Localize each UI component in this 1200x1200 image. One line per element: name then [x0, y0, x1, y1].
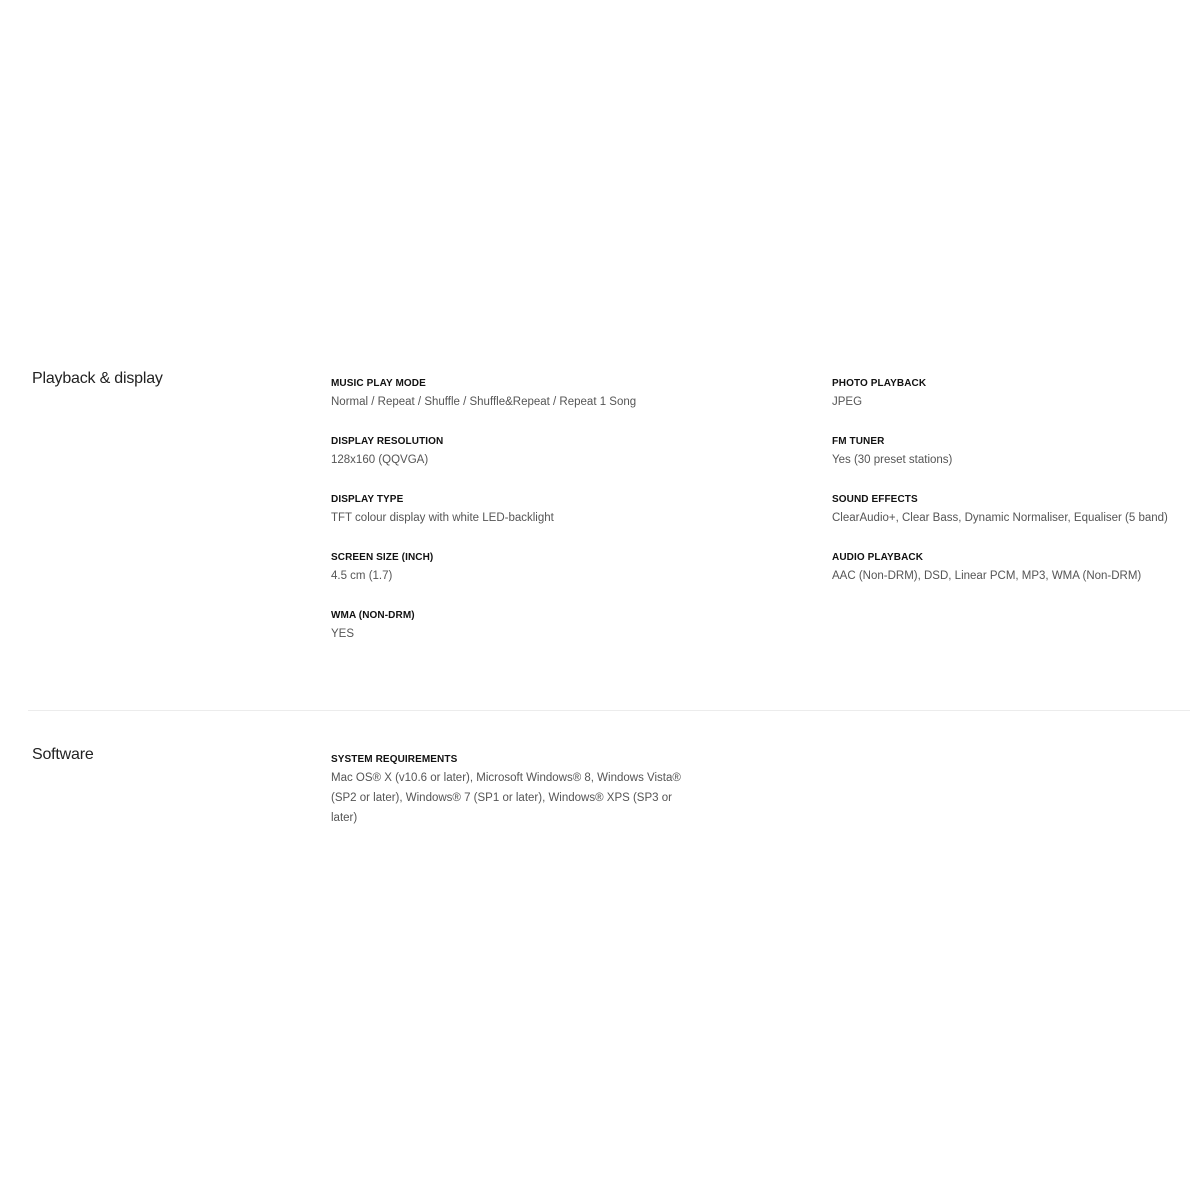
spec-column-left [331, 752, 686, 850]
spec-value: ClearAudio+, Clear Bass, Dynamic Normaliser, Equaliser (5 band) [832, 512, 1168, 524]
spec-column-left [331, 376, 691, 666]
spec-value: Mac OS® X (v10.6 or later), Microsoft Windows® 8, Windows Vista® (SP2 or later), Windows® 7 (SP1 or later), Windows® XPS (SP3 or later) [331, 772, 681, 824]
spec-label: FM TUNER [832, 436, 885, 447]
spec-value: AAC (Non-DRM), DSD, Linear PCM, MP3, WMA (Non-DRM) [832, 570, 1142, 582]
spec-label: SOUND EFFECTS [832, 494, 918, 505]
spec-value: 4.5 cm (1.7) [331, 570, 393, 582]
spec-value: YES [331, 628, 355, 640]
spec-value: 128x160 (QQVGA) [331, 454, 429, 466]
spec-item-sound-effects [832, 492, 1182, 528]
spec-item-screen-size [331, 550, 691, 586]
spec-item-music-play-mode [331, 376, 691, 412]
spec-label: MUSIC PLAY MODE [331, 378, 426, 389]
spec-value: Normal / Repeat / Shuffle / Shuffle&Repeat / Repeat 1 Song [331, 396, 637, 408]
spec-item-fm-tuner [832, 434, 1182, 470]
spec-label: PHOTO PLAYBACK [832, 378, 927, 389]
section-title: Software [32, 746, 94, 763]
spec-label: DISPLAY RESOLUTION [331, 436, 444, 447]
spec-item-audio-playback [832, 550, 1182, 586]
spec-item-system-requirements [331, 752, 686, 828]
spec-item-photo-playback [832, 376, 1182, 412]
spec-item-display-resolution [331, 434, 691, 470]
section-divider [28, 710, 1190, 711]
spec-label: SYSTEM REQUIREMENTS [331, 754, 458, 765]
spec-label: SCREEN SIZE (INCH) [331, 552, 434, 563]
spec-value: Yes (30 preset stations) [832, 454, 953, 466]
spec-value: TFT colour display with white LED-backlight [331, 512, 554, 524]
spec-label: WMA (NON-DRM) [331, 610, 415, 621]
spec-label: DISPLAY TYPE [331, 494, 404, 505]
section-title: Playback & display [32, 370, 163, 387]
spec-item-wma-non-drm [331, 608, 691, 644]
spec-value: JPEG [832, 396, 863, 408]
spec-item-display-type [331, 492, 691, 528]
spec-column-right [832, 376, 1182, 608]
spec-label: AUDIO PLAYBACK [832, 552, 924, 563]
